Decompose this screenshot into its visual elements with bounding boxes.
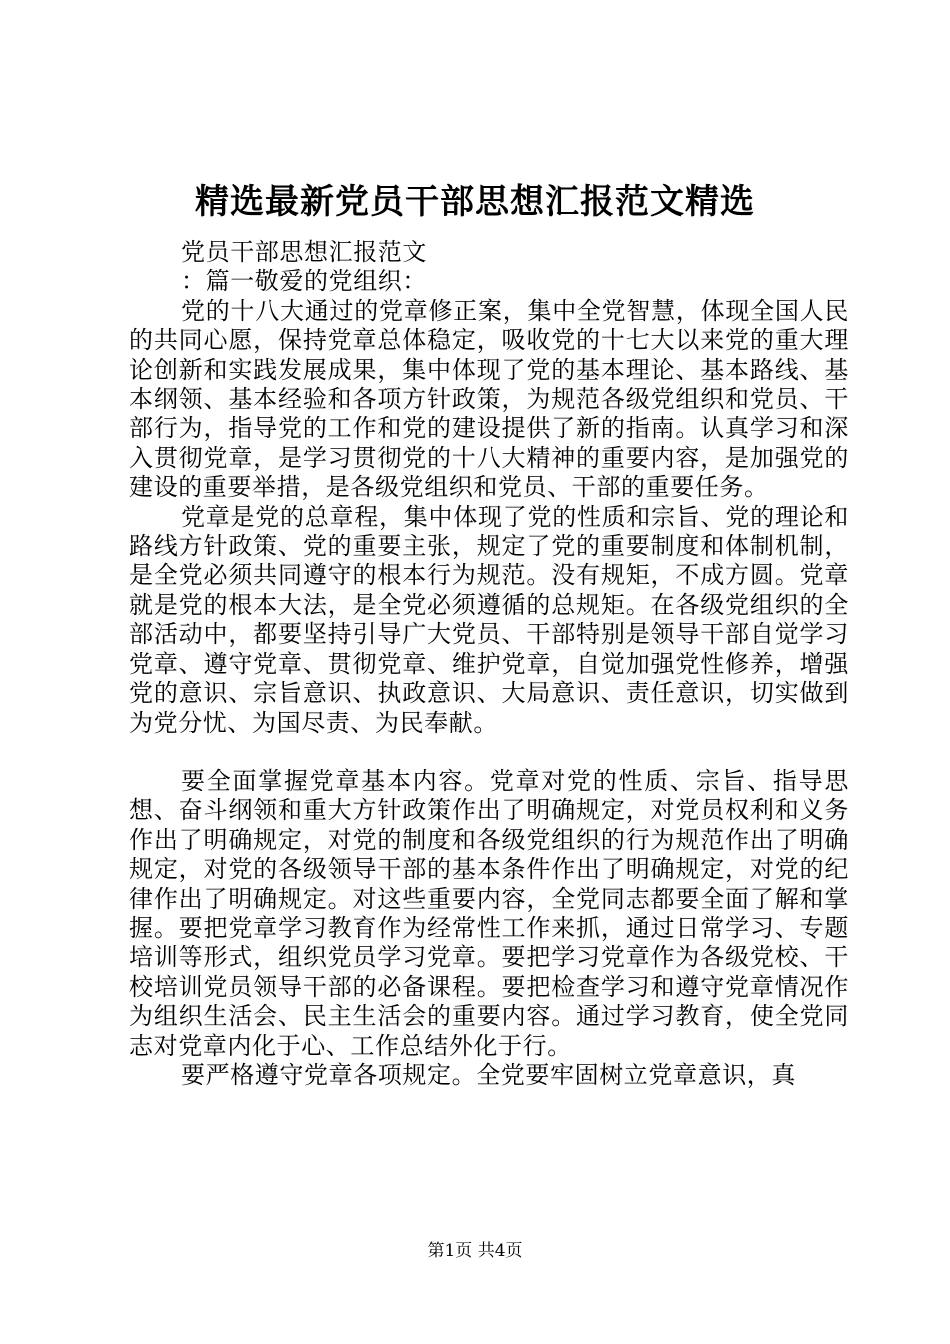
salutation: ：篇一敬爱的党组织： bbox=[181, 267, 427, 296]
paragraph-3: 要全面掌握党章基本内容。党章对党的性质、宗旨、指导思想、奋斗纲领和重大方针政策作出了明确规定，对党员权利和义务作出了明确规定，对党的制度和各级党组织的行为规范作出了明确规定，对党的各级领导干部的基本条件作出了明确规定，对党的纪律作出了明确规定。对这些重要内容，全党同志都要全面了解和掌握。要把党章学习教育作为经常性工作来抓，通过日常学习、专题培训等形式，组织党员学习党章。要把学习党章作为各级党校、干校培训党员领导干部的必备课程。要把检查学习和遵守党章情况作为组织生活会、民主生活会的重要内容。通过学习教育，使全党同志对党章内化于心、工作总结外化于行。 bbox=[129, 766, 849, 1060]
paragraph-spacer bbox=[129, 738, 849, 767]
page-number-footer: 第1页 共4页 bbox=[427, 1241, 523, 1261]
paragraph-1: 党的十八大通过的党章修正案，集中全党智慧，体现全国人民的共同心愿，保持党章总体稳定，吸收党的十七大以来党的重大理论创新和实践发展成果，集中体现了党的基本理论、基本路线、基本纲领、基本经验和各项方针政策，为规范各级党组织和党员、干部行为，指导党的工作和党的建设提供了新的指南。认真学习和深入贯彻党章，是学习贯彻党的十八大精神的重要内容，是加强党的建设的重要举措，是各级党组织和党员、干部的重要任务。 bbox=[129, 296, 849, 502]
paragraph-4: 要严格遵守党章各项规定。全党要牢固树立党章意识，真 bbox=[181, 1060, 796, 1089]
document-subtitle: 党员干部思想汇报范文 bbox=[181, 238, 427, 266]
document-title: 精选最新党员干部思想汇报范文精选 bbox=[195, 182, 755, 222]
paragraph-2: 党章是党的总章程，集中体现了党的性质和宗旨、党的理论和路线方针政策、党的重要主张，规定了党的重要制度和体制机制，是全党必须共同遵守的根本行为规范。没有规矩，不成方圆。党章就是党的根本大法，是全党必须遵循的总规矩。在各级党组织的全部活动中，都要坚持引导广大党员、干部特别是领导干部自觉学习党章、遵守党章、贯彻党章、维护党章，自觉加强党性修养，增强党的意识、宗旨意识、执政意识、大局意识、责任意识，切实做到为党分忧、为国尽责、为民奉献。 bbox=[129, 502, 849, 737]
document-body bbox=[129, 238, 849, 1090]
